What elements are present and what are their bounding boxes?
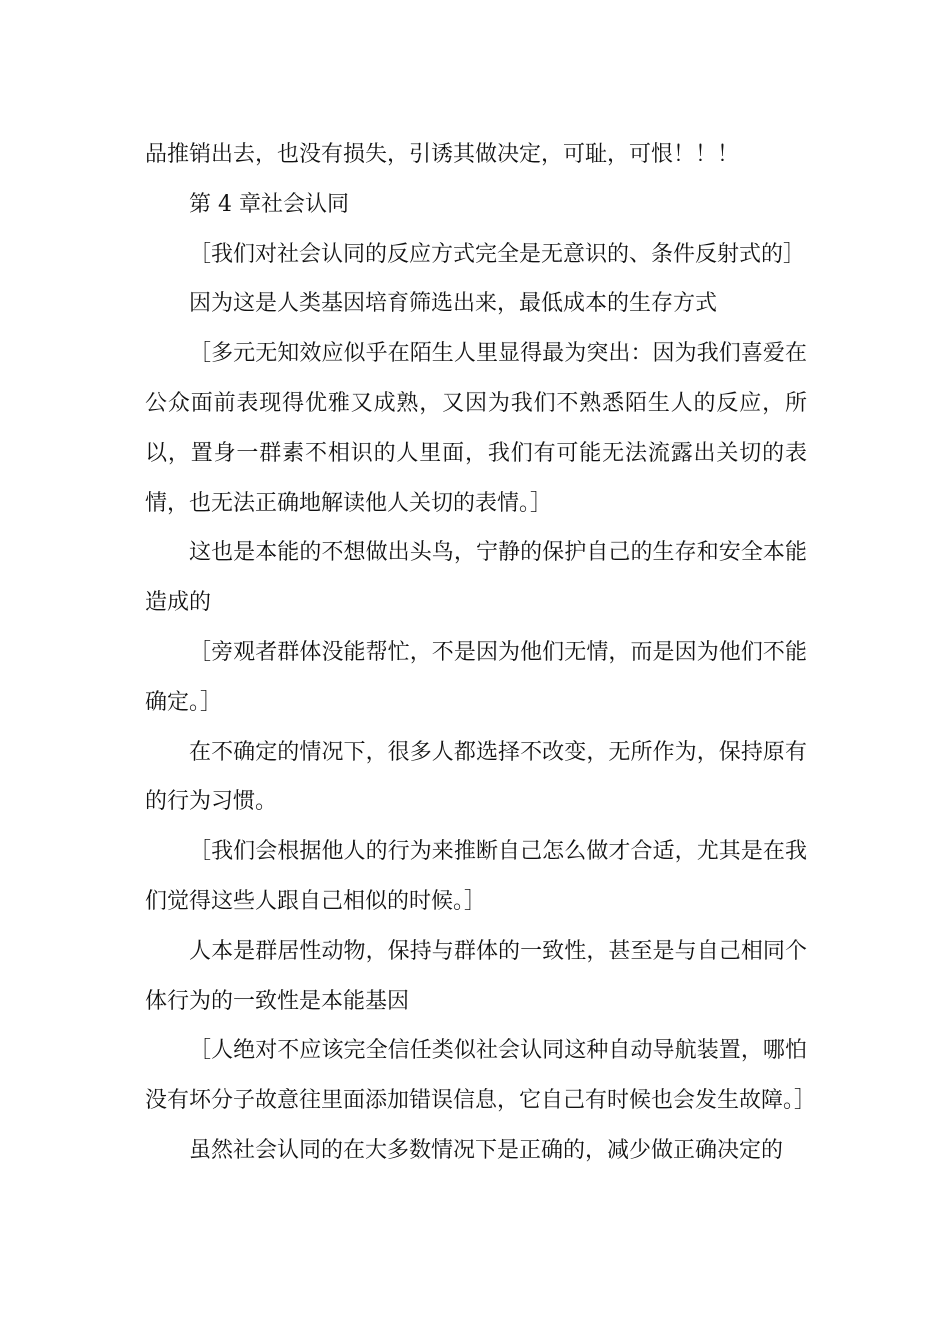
chapter-heading: 第 4 章社会认同 xyxy=(189,191,349,217)
comment-paragraph: 因为这是人类基因培育筛选出来，最低成本的生存方式 xyxy=(189,291,718,317)
comment-paragraph: 虽然社会认同的在大多数情况下是正确的，减少做正确决定的 xyxy=(189,1137,784,1163)
quote-paragraph: ［旁观者群体没能帮忙，不是因为他们无情，而是因为他们不能确定。］ xyxy=(145,639,807,715)
quote-paragraph: ［我们会根据他人的行为来推断自己怎么做才合适，尤其是在我们觉得这些人跟自己相似的时候。］ xyxy=(145,839,807,914)
quote-paragraph: ［人绝对不应该完全信任类似社会认同这种自动导航装置，哪怕没有坏分子故意往里面添加错误信息，它自己有时候也会发生故障。］ xyxy=(145,1038,817,1114)
quote-paragraph: ［多元无知效应似乎在陌生人里显得最为突出：因为我们喜爱在公众面前表现得优雅又成熟，又因为我们不熟悉陌生人的反应，所以，置身一群素不相识的人里面，我们有可能无法流露出关切的表情，也无法正确地解读他人关切的表情。］ xyxy=(145,341,807,516)
comment-paragraph: 在不确定的情况下，很多人都选择不改变，无所作为，保持原有的行为习惯。 xyxy=(145,739,807,815)
paragraph-continuation: 品推销出去，也没有损失，引诱其做决定，可耻，可恨！！！ xyxy=(145,142,740,167)
document-body xyxy=(145,130,817,1176)
comment-paragraph: 人本是群居性动物，保持与群体的一致性，甚至是与自己相同个体行为的一致性是本能基因 xyxy=(145,938,807,1014)
quote-paragraph: ［我们对社会认同的反应方式完全是无意识的、条件反射式的］ xyxy=(189,241,806,267)
comment-paragraph: 这也是本能的不想做出头鸟，宁静的保护自己的生存和安全本能造成的 xyxy=(145,540,807,616)
